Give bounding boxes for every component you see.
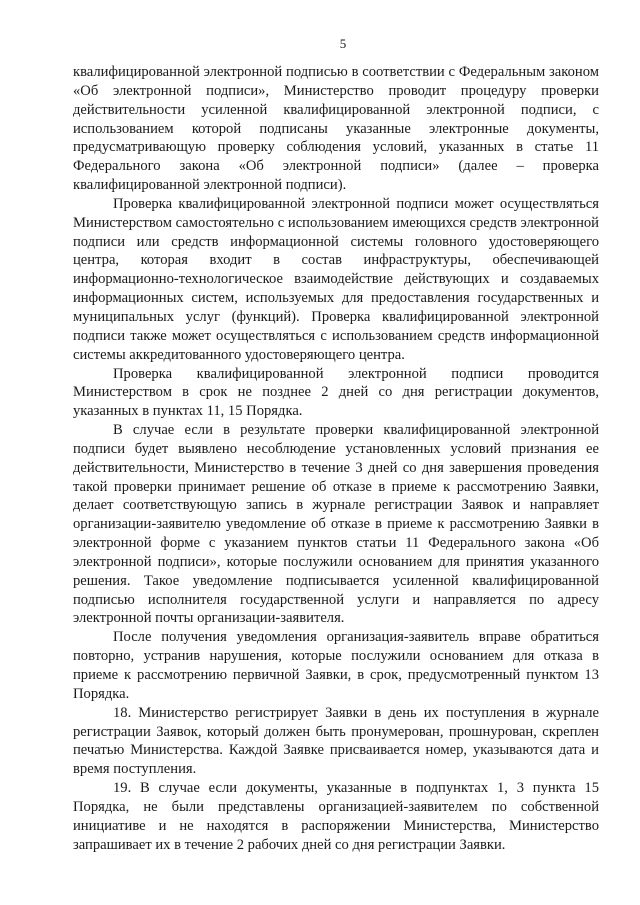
paragraph: Проверка квалифицированной электронной подписи может осуществляться Министерством самостоятельно с использованием имеющихся средств электронной подписи или средств информационной системы головного удостоверяющего центра, которая входит в состав инфраструктуры, обеспечивающей информационно-технологическое взаимодействие действующих и создаваемых информационных систем, используемых для предоставления государственных и муниципальных услуг (функций). Проверка квалифицированной электронной подписи также может осуществляться с использованием средств информационной системы аккредитованного удостоверяющего центра. — [73, 195, 599, 363]
paragraph: квалифицированной электронной подписью в соответствии с Федеральным законом «Об электронной подписи», Министерство проводит процедуру проверки действительности усиленной квалифицированной электронной подписи, с использованием которой подписаны указанные электронные документы, предусматривающую проверку соблюдения условий, указанных в статье 11 Федерального закона «Об электронной подписи» (далее – проверка квалифицированной электронной подписи). — [73, 64, 599, 194]
paragraph: Проверка квалифицированной электронной подписи проводится Министерством в срок не позднее 2 дней со дня регистрации документов, указанных в пунктах 11, 15 Порядка. — [73, 365, 599, 420]
paragraph: 18. Министерство регистрирует Заявки в день их поступления в журнале регистрации Заявок, который должен быть пронумерован, прошнурован, скреплен печатью Министерства. Каждой Заявке присваивается номер, указываются дата и время поступления. — [73, 704, 599, 778]
paragraph: 19. В случае если документы, указанные в подпунктах 1, 3 пункта 15 Порядка, не были представлены организацией-заявителем по собственной инициативе и не находятся в распоряжении Министерства, Министерство запрашивает их в течение 2 рабочих дней со дня регистрации Заявки. — [73, 780, 599, 853]
paragraph: После получения уведомления организация-заявитель вправе обратиться повторно, устранив нарушения, которые послужили основанием для отказа в приеме к рассмотрению первичной Заявки, в срок, предусмотренный пунктом 13 Порядка. — [73, 629, 599, 702]
paragraph: В случае если в результате проверки квалифицированной электронной подписи будет выявлено несоблюдение установленных условий признания ее действительности, Министерство в течение 3 дней со дня завершения проведения такой проверки принимает решение об отказе в приеме к рассмотрению Заявки, делает соответствующую запись в журнале регистрации Заявок и направляет организации-заявителю уведомление об отказе в приеме к рассмотрению Заявки в электронной форме с указанием пунктов статьи 11 Федерального закона «Об электронной подписи», которые послужили основанием для принятия указанного решения. Такое уведомление подписывается усиленной квалифицированной подписью исполнителя государственной услуги и направляется по адресу электронной почты организации-заявителя. — [73, 422, 599, 627]
page-number: 5 — [339, 36, 347, 51]
